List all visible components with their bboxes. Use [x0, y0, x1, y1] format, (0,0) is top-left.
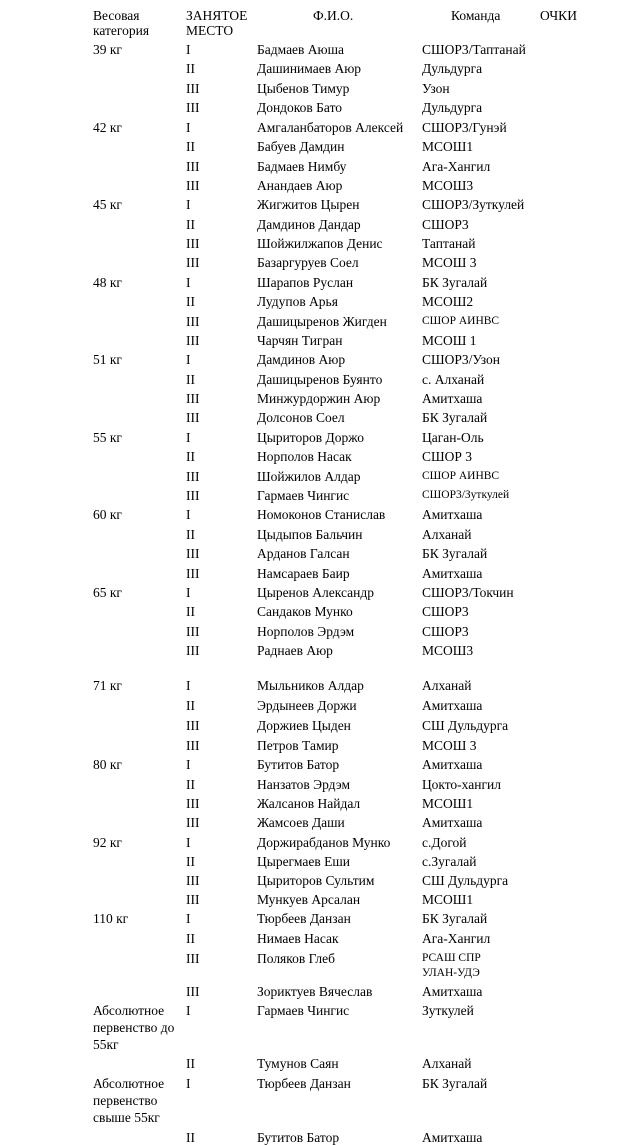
row-place: I	[186, 678, 191, 693]
row-name: Сандаков Мунко	[257, 604, 353, 619]
row-place: III	[186, 178, 200, 193]
row-place: III	[186, 718, 200, 733]
row-name: Дондоков Бато	[257, 100, 343, 115]
row-name: Эрдынеев Доржи	[257, 698, 357, 713]
row-team: Амитхаша	[422, 984, 483, 999]
row-name: Тюрбеев Данзан	[257, 1076, 351, 1091]
row-team: СШОР3/Зуткулей	[422, 197, 525, 212]
row-category: Абсолютное	[93, 1076, 165, 1091]
row-place: I	[186, 585, 191, 600]
row-name: Бабуев Дамдин	[257, 139, 345, 154]
row-place: I	[186, 1076, 191, 1091]
row-category: 51 кг	[93, 352, 122, 367]
row-name: Амгаланбаторов Алексей	[257, 120, 404, 135]
row-place: III	[186, 410, 200, 425]
row-name: Цыренов Александр	[257, 585, 374, 600]
row-category: 110 кг	[93, 911, 129, 926]
row-name: Бутитов Батор	[257, 1130, 340, 1145]
row-place: III	[186, 566, 200, 581]
header-weight-line1: Весовая	[93, 8, 140, 23]
row-place: II	[186, 449, 195, 464]
row-name: Цыбенов Тимур	[257, 81, 350, 96]
row-place: II	[186, 61, 195, 76]
row-place: III	[186, 333, 200, 348]
row-team: МСОШ 3	[422, 255, 477, 270]
header-team: Команда	[451, 8, 501, 23]
row-place: III	[186, 314, 200, 329]
row-category: первенство до	[93, 1020, 175, 1035]
row-place: III	[186, 546, 200, 561]
row-team: с.Догой	[422, 835, 467, 850]
row-place: II	[186, 294, 195, 309]
row-name: Тюрбеев Данзан	[257, 911, 351, 926]
row-place: II	[186, 372, 195, 387]
row-team: СШОР АИНВС	[422, 315, 500, 327]
row-name: Тумунов Саян	[257, 1056, 339, 1071]
row-category: первенство	[93, 1093, 158, 1108]
row-name: Минжурдоржин Аюр	[257, 391, 381, 406]
row-name: Раднаев Аюр	[257, 643, 333, 658]
row-name: Зориктуев Вячеслав	[257, 984, 373, 999]
row-place: III	[186, 391, 200, 406]
row-name: Дашицыренов Жигден	[257, 314, 387, 329]
row-team: СШОР3/Зуткулей	[422, 489, 510, 501]
row-place: I	[186, 197, 191, 212]
row-name: Дашицыренов Буянто	[257, 372, 383, 387]
row-name: Дамдинов Дандар	[257, 217, 361, 232]
row-team: РСАШ СПР	[422, 952, 481, 964]
row-place: III	[186, 873, 200, 888]
row-team: Амитхаша	[422, 757, 483, 772]
row-team: Зуткулей	[422, 1003, 474, 1018]
row-team: СШ Дульдурга	[422, 718, 509, 733]
row-name: Норполов Насак	[257, 449, 352, 464]
row-team: Таптанай	[422, 236, 476, 251]
row-name: Шарапов Руслан	[257, 275, 354, 290]
row-category: 42 кг	[93, 120, 122, 135]
row-team: МСОШ1	[422, 796, 474, 811]
row-team: СШОР3	[422, 604, 469, 619]
row-team: БК Зугалай	[422, 410, 488, 425]
row-team: Дульдурга	[422, 61, 483, 76]
header-place-line2: МЕСТО	[186, 23, 234, 38]
row-team: Цокто-хангил	[422, 777, 501, 792]
row-name: Цыдыпов Бальчин	[257, 527, 363, 542]
row-team: Амитхаша	[422, 1130, 483, 1145]
row-team: СШ Дульдурга	[422, 873, 509, 888]
row-category: 65 кг	[93, 585, 122, 600]
row-team: с.Зугалай	[422, 854, 477, 869]
row-place: III	[186, 488, 200, 503]
row-team: Алханай	[422, 678, 472, 693]
row-place: I	[186, 120, 191, 135]
row-name: Шойжилжапов Денис	[257, 236, 383, 251]
row-place: III	[186, 796, 200, 811]
header-name: Ф.И.О.	[313, 8, 354, 23]
header-weight-category	[93, 8, 149, 38]
row-team: Дульдурга	[422, 100, 483, 115]
row-category: 39 кг	[93, 42, 122, 57]
row-team: МСОШ1	[422, 892, 474, 907]
row-category: Абсолютное	[93, 1003, 165, 1018]
row-name: Арданов Галсан	[257, 546, 350, 561]
row-team: Амитхаша	[422, 507, 483, 522]
row-team: Ага-Хангил	[422, 159, 491, 174]
row-place: I	[186, 42, 191, 57]
row-name: Нимаев Насак	[257, 931, 339, 946]
row-place: II	[186, 1130, 195, 1145]
header-weight-line2: категория	[93, 23, 150, 38]
row-category: 55 кг	[93, 430, 122, 445]
row-name: Петров Тамир	[257, 738, 339, 753]
row-name: Бадмаев Нимбу	[257, 159, 347, 174]
row-team: СШОР АИНВС	[422, 470, 500, 482]
row-place: III	[186, 100, 200, 115]
row-name: Бутитов Батор	[257, 757, 340, 772]
header-points: ОЧКИ	[540, 8, 577, 23]
row-name: Цыриторов Сультим	[257, 873, 375, 888]
row-place: I	[186, 1003, 191, 1018]
row-team: МСОШ1	[422, 139, 474, 154]
row-name: Дашинимаев Аюр	[257, 61, 362, 76]
row-team: СШОР 3	[422, 449, 473, 464]
row-team: БК Зугалай	[422, 1076, 488, 1091]
row-category: 92 кг	[93, 835, 122, 850]
row-place: III	[186, 159, 200, 174]
row-name: Поляков Глеб	[257, 951, 336, 966]
row-place: I	[186, 275, 191, 290]
row-name: Цырегмаев Еши	[257, 854, 350, 869]
row-name: Дамдинов Аюр	[257, 352, 346, 367]
row-category: 71 кг	[93, 678, 122, 693]
row-team: МСОШ3	[422, 643, 474, 658]
row-team: Амитхаша	[422, 391, 483, 406]
row-team: СШОР3	[422, 217, 469, 232]
row-name: Мыльников Алдар	[257, 678, 364, 693]
row-place: II	[186, 777, 195, 792]
row-name: Доржиев Цыден	[257, 718, 351, 733]
row-place: I	[186, 430, 191, 445]
row-team: БК Зугалай	[422, 275, 488, 290]
row-team: СШОР3/Гунэй	[422, 120, 507, 135]
row-name: Анандаев Аюр	[257, 178, 343, 193]
row-team: УЛАН-УДЭ	[422, 967, 480, 979]
row-name: Бадмаев Аюша	[257, 42, 345, 57]
row-team: БК Зугалай	[422, 546, 488, 561]
row-name: Мункуев Арсалан	[257, 892, 361, 907]
row-category: свыше 55кг	[93, 1110, 160, 1125]
row-place: III	[186, 255, 200, 270]
row-team: МСОШ 1	[422, 333, 477, 348]
row-place: II	[186, 604, 195, 619]
row-team: МСОШ2	[422, 294, 474, 309]
row-team: Узон	[422, 81, 450, 96]
row-place: III	[186, 951, 200, 966]
row-place: III	[186, 892, 200, 907]
row-place: III	[186, 81, 200, 96]
row-place: II	[186, 139, 195, 154]
row-place: II	[186, 698, 195, 713]
row-team: МСОШ3	[422, 178, 474, 193]
row-team: СШОР3/Токчин	[422, 585, 514, 600]
row-place: I	[186, 835, 191, 850]
header-place-line1: ЗАНЯТОЕ	[186, 8, 248, 23]
row-name: Нанзатов Эрдэм	[257, 777, 351, 792]
row-place: II	[186, 1056, 195, 1071]
row-team: Цаган-Оль	[422, 430, 484, 445]
row-name: Долсонов Соел	[257, 410, 345, 425]
row-name: Намсараев Баир	[257, 566, 350, 581]
header-place	[186, 8, 247, 38]
row-place: II	[186, 217, 195, 232]
row-team: МСОШ 3	[422, 738, 477, 753]
row-team: Алханай	[422, 527, 472, 542]
row-name: Гармаев Чингис	[257, 488, 350, 503]
row-category: 45 кг	[93, 197, 122, 212]
row-name: Жигжитов Цырен	[257, 197, 360, 212]
row-place: III	[186, 236, 200, 251]
row-name: Цыриторов Доржо	[257, 430, 364, 445]
row-name: Базаргуруев Соел	[257, 255, 359, 270]
row-name: Доржирабданов Мунко	[257, 835, 391, 850]
row-place: I	[186, 911, 191, 926]
row-team: Ага-Хангил	[422, 931, 491, 946]
row-category: 48 кг	[93, 275, 122, 290]
row-place: II	[186, 931, 195, 946]
row-name: Номоконов Станислав	[257, 507, 386, 522]
row-place: II	[186, 527, 195, 542]
row-place: III	[186, 624, 200, 639]
row-name: Норполов Эрдэм	[257, 624, 355, 639]
row-place: III	[186, 984, 200, 999]
row-place: I	[186, 352, 191, 367]
row-place: III	[186, 643, 200, 658]
row-place: III	[186, 815, 200, 830]
row-team: Алханай	[422, 1056, 472, 1071]
row-place: III	[186, 469, 200, 484]
row-team: Амитхаша	[422, 698, 483, 713]
row-team: БК Зугалай	[422, 911, 488, 926]
row-team: СШОР3/Узон	[422, 352, 500, 367]
row-category: 60 кг	[93, 507, 122, 522]
row-name: Чарчян Тигран	[257, 333, 343, 348]
row-name: Гармаев Чингис	[257, 1003, 350, 1018]
row-name: Шойжилов Алдар	[257, 469, 361, 484]
row-name: Жалсанов Найдал	[257, 796, 361, 811]
row-place: I	[186, 507, 191, 522]
row-name: Жамсоев Даши	[257, 815, 345, 830]
row-team: СШОР3/Таптанай	[422, 42, 526, 57]
row-category: 55кг	[93, 1037, 119, 1052]
row-place: III	[186, 738, 200, 753]
row-team: Амитхаша	[422, 566, 483, 581]
row-name: Лудупов Арья	[257, 294, 338, 309]
row-place: I	[186, 757, 191, 772]
row-place: II	[186, 854, 195, 869]
row-team: с. Алханай	[422, 372, 485, 387]
row-team: СШОР3	[422, 624, 469, 639]
row-team: Амитхаша	[422, 815, 483, 830]
row-category: 80 кг	[93, 757, 122, 772]
